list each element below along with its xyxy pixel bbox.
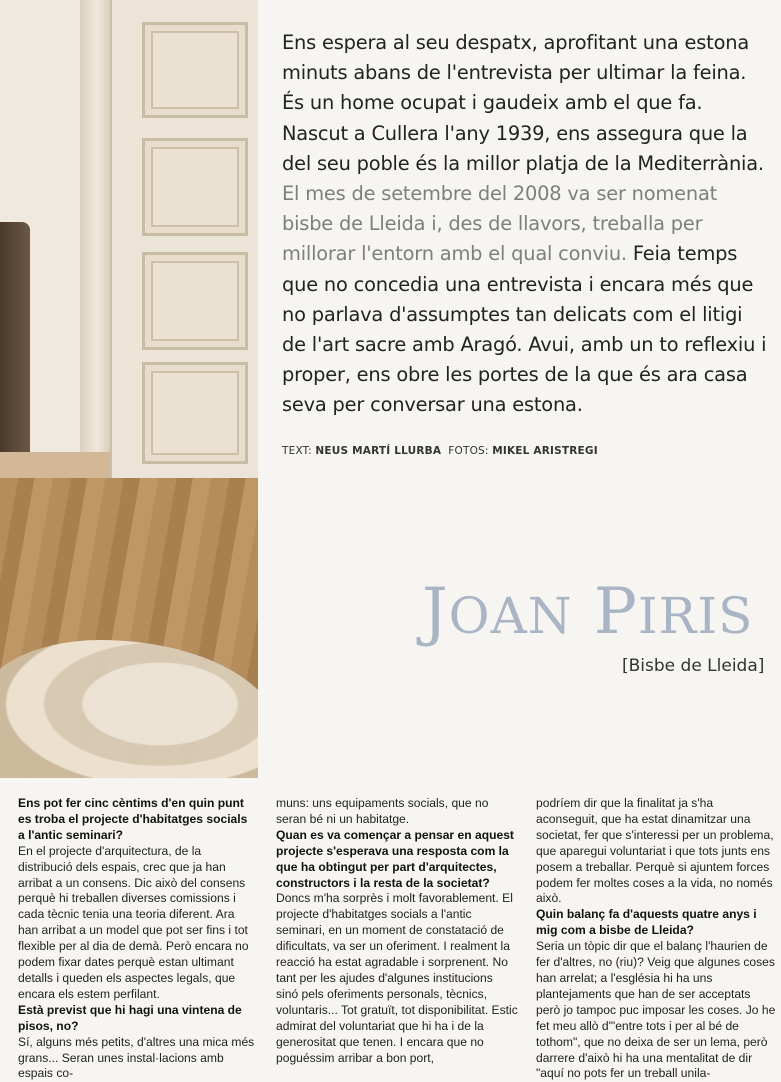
interviewee-name <box>422 575 754 649</box>
door-panel <box>142 362 248 464</box>
photo-door <box>110 0 258 492</box>
surname-initial: P <box>593 575 638 649</box>
credits <box>282 445 598 457</box>
name-initial: J <box>422 575 449 649</box>
photo-label: FOTOS: <box>448 445 489 457</box>
answer: podríem dir que la finalitat ja s'ha aconseguit, que ha estat dinamitzar una societat, fer que s'interessi per un problema, que aparegui voluntariat i que tots junts ens posem a treballar. Perquè si ajuntem forces podem fer moltes coses a la vida, no només això. <box>536 796 774 906</box>
intro-paragraph <box>282 28 767 421</box>
answer: muns: uns equipaments socials, que no seran bé ni un habitatge. <box>276 796 489 826</box>
door-panel <box>142 22 248 118</box>
question: Està previst que hi hagi una vintena de pisos, no? <box>18 1002 242 1033</box>
answer: Doncs m'ha sorprès i molt favorablement. El projecte d'habitatges socials a l'antic seminari, en un moment de constatació de dificultats, va ser un oferiment. I realment la reacció ha estat agradable i sorprenent. No tant per les ajudes d'algunes institucions sinó pels oferiments personals, tècnics, voluntaris... Tot gratuït, tot disponibilitat. Estic admirat del voluntariat que hi ha i de la generositat que tenen. I encara que no poguéssim arribar a bon port, <box>276 891 518 1065</box>
photographer-name: MIKEL ARISTREGI <box>492 445 598 457</box>
author-name: NEUS MARTÍ LLURBA <box>315 445 442 457</box>
interview-photo <box>0 0 258 778</box>
answer: Seria un tòpic dir que el balanç l'haurien de fer d'altres, no (riu)? Veig que algunes coses han arrelat; a l'església hi ha uns plantejaments que han de ser acceptats però jo tampoc puc imposar les coses. Jo he fet meu allò d'"entre tots i per al bé de tothom", que no deixa de ser un lema, però darrere d'això hi ha una mentalitat de dir "aquí no pots fer un treball unila- <box>536 939 776 1081</box>
intro-text-1: Ens espera al seu despatx, aprofitant una estona minuts abans de l'entrevista per ultimar la feina. És un home ocupat i gaudeix amb el que fa. Nascut a Cullera l'any 1939, ens assegura que la del seu poble és la millor platja de la Mediterrània. <box>282 31 764 175</box>
column-1 <box>18 796 256 1082</box>
intro-highlight: El mes de setembre del 2008 va ser nomenat bisbe de Lleida i, des de llavors, treballa per millorar l'entorn amb el qual conviu. <box>282 182 718 266</box>
door-panel <box>142 252 248 350</box>
photo-chair <box>0 222 30 472</box>
question: Quan es va començar a pensar en aquest projecte s'esperava una resposta com la que ha obtingut per part d'arquitectes, constructors i la resta de la societat? <box>276 827 514 890</box>
question: Ens pot fer cinc cèntims d'en quin punt es troba el projecte d'habitatges socials a l'antic seminari? <box>18 796 248 842</box>
intro-text-2: Feia temps que no concedia una entrevista i encara més que no parlava d'assumptes tan delicats com el litigi de l'art sacre amb Aragó. Avui, amb un to reflexiu i proper, ens obre les portes de la que és ara casa seva per conversar una estona. <box>282 242 767 417</box>
photo-baseboard <box>0 452 110 478</box>
surname-rest: IRIS <box>637 587 754 645</box>
door-panel <box>142 138 248 236</box>
column-2 <box>276 796 518 1066</box>
column-3 <box>536 796 778 1082</box>
answer: En el projecte d'arquitectura, de la distribució dels espais, crec que ja han arribat a un consens. Dic això del consens perquè hi treballen diverses comissions i cada tècnic tenia una teoria diferent. Ara han arribat a un model que pot ser fins i tot flexible per al dia de demà. Però encara no podem fixar dates perquè estan ultimant detalls i queden els aspectes legals, que encara els estem perfilant. <box>18 843 249 1001</box>
text-label: TEXT: <box>282 445 312 457</box>
photo-door-frame <box>80 0 114 478</box>
name-first-rest: OAN <box>448 587 573 645</box>
question: Quin balanç fa d'aquests quatre anys i mig com a bisbe de Lleida? <box>536 907 757 938</box>
answer: Sí, alguns més petits, d'altres una mica més grans... Seran unes instal·lacions amb espais co- <box>18 1034 255 1081</box>
interviewee-role: [Bisbe de Lleida] <box>622 656 765 676</box>
